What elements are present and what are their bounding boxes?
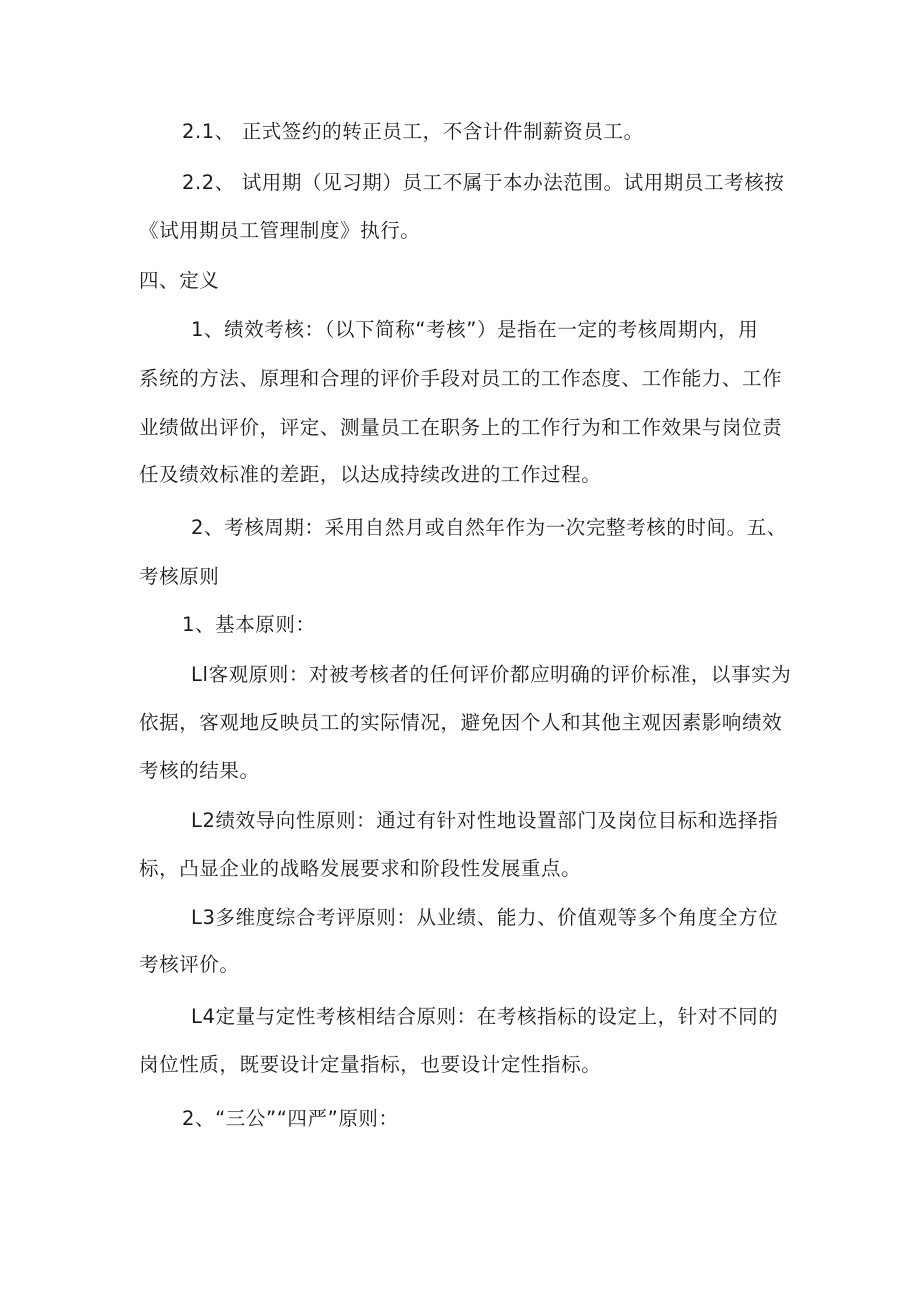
principle-1-2-cont: 标，凸显企业的战略发展要求和阶段性发展重点。 (139, 857, 582, 880)
principle-1-1: Ll客观原则：对被考核者的任何评价都应明确的评价标准，以事实为 (191, 663, 792, 686)
principle-1-4: L4定量与定性考核相结合原则：在考核指标的设定上，针对不同的 (191, 1005, 779, 1028)
definition-1: 1、绩效考核：（以下简称“考核”）是指在一定的考核周期内，用 (191, 318, 759, 341)
principle-1-1-cont-2: 考核的结果。 (139, 759, 260, 782)
section-heading-definitions: 四、定义 (139, 269, 220, 292)
section-heading-principles: 考核原则 (139, 565, 220, 588)
definition-2: 2、考核周期：采用自然月或自然年作为一次完整考核的时间。五、 (191, 516, 787, 539)
definition-1-cont-1: 系统的方法、原理和合理的评价手段对员工的工作态度、工作能力、工作 (139, 367, 783, 390)
principle-2-heading: 2、“三公”“四严”原则： (182, 1107, 399, 1130)
clause-2-2: 2.2、 试用期（见习期）员工不属于本办法范围。试用期员工考核按 (182, 171, 785, 194)
clause-2-1: 2.1、 正式签约的转正员工，不含计件制薪资员工。 (182, 120, 644, 143)
clause-2-2-cont: 《试用期员工管理制度》执行。 (139, 219, 421, 242)
principle-1-1-cont-1: 依据，客观地反映员工的实际情况，避免因个人和其他主观因素影响绩效 (139, 711, 783, 734)
principle-1-2: L2绩效导向性原则：通过有针对性地设置部门及岗位目标和选择指 (191, 809, 779, 832)
principle-1-heading: 1、基本原则： (182, 613, 316, 636)
principle-1-3-cont: 考核评价。 (139, 953, 240, 976)
principle-1-3: L3多维度综合考评原则：从业绩、能力、价值观等多个角度全方位 (191, 906, 779, 929)
definition-1-cont-2: 业绩做出评价，评定、测量员工在职务上的工作行为和工作效果与岗位责 (139, 416, 783, 439)
principle-1-4-cont: 岗位性质，既要设计定量指标，也要设计定性指标。 (139, 1053, 602, 1076)
definition-1-cont-3: 任及绩效标准的差距，以达成持续改进的工作过程。 (139, 463, 602, 486)
